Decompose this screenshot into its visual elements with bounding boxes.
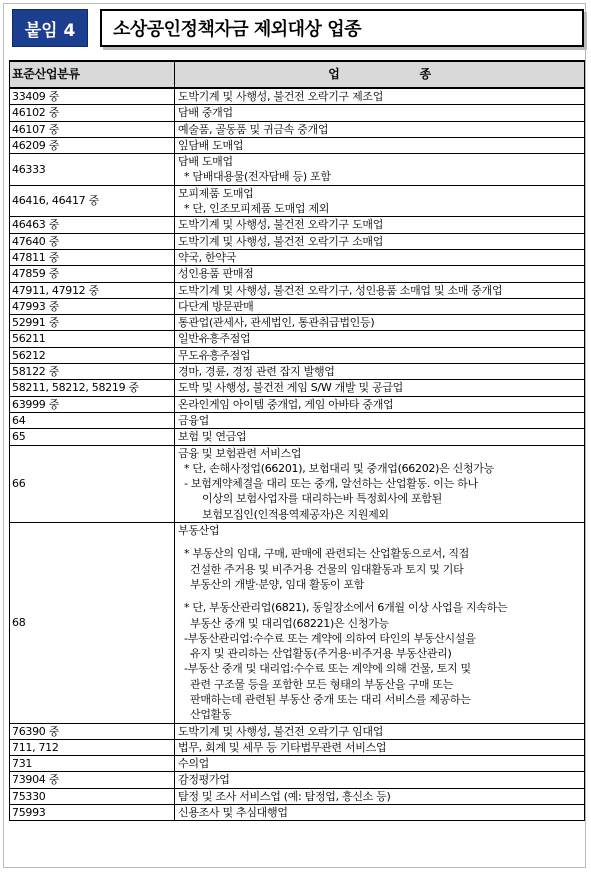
industry-description-cell bbox=[175, 756, 585, 772]
description-line: 일반유흥주점업 bbox=[178, 332, 251, 346]
description-line: 도박기계 및 사행성, 불건전 오락기구, 성인용품 소매업 및 소매 중개업 bbox=[178, 283, 503, 297]
industry-description-cell bbox=[175, 445, 585, 522]
description-line: 부동산 중개 및 대리업(68221)은 신청가능 bbox=[190, 616, 389, 630]
industry-description-cell bbox=[175, 266, 585, 282]
table-row bbox=[10, 315, 585, 331]
industry-description-cell bbox=[175, 88, 585, 105]
table-row bbox=[10, 429, 585, 445]
table-row bbox=[10, 282, 585, 298]
industry-description-cell bbox=[175, 412, 585, 428]
industry-code-cell: 63999 중 bbox=[10, 396, 175, 412]
industry-description-cell bbox=[175, 137, 585, 153]
table-row bbox=[10, 523, 585, 724]
table-row bbox=[10, 154, 585, 186]
attachment-badge: 붙임 4 bbox=[12, 9, 88, 47]
table-row bbox=[10, 412, 585, 428]
table-row bbox=[10, 185, 585, 217]
industry-description-cell bbox=[175, 217, 585, 233]
table-row bbox=[10, 380, 585, 396]
description-line: 온라인게임 아이템 중개업, 게임 아바타 중개업 bbox=[178, 397, 394, 411]
excluded-industries-table bbox=[9, 60, 585, 821]
industry-code-cell: 73904 중 bbox=[10, 772, 175, 788]
description-line: 부동산업 bbox=[178, 524, 220, 538]
industry-code-cell: 65 bbox=[10, 429, 175, 445]
industry-description-cell bbox=[175, 380, 585, 396]
industry-code-cell: 64 bbox=[10, 412, 175, 428]
industry-code-cell: 46102 중 bbox=[10, 105, 175, 121]
industry-description-cell bbox=[175, 282, 585, 298]
description-line: 산업활동 bbox=[190, 708, 232, 722]
description-line: 담배 도매업 bbox=[178, 155, 233, 169]
description-line: 유지 및 관리하는 산업활동(주거용·비주거용 부동산관리) bbox=[190, 647, 452, 661]
column-header-code: 표준산업분류 bbox=[10, 61, 175, 88]
description-line: 경마, 경륜, 경정 관련 잡지 발행업 bbox=[178, 365, 335, 379]
description-line: -부동산 중개 및 대리업:수수료 또는 계약에 의해 건물, 토지 및 bbox=[184, 662, 471, 676]
industry-code-cell: 66 bbox=[10, 445, 175, 522]
column-header-industry: 업 종 bbox=[175, 61, 585, 88]
line-gap bbox=[178, 592, 581, 600]
industry-code-cell: 46107 중 bbox=[10, 121, 175, 137]
table-row bbox=[10, 105, 585, 121]
table-row bbox=[10, 121, 585, 137]
table-row bbox=[10, 137, 585, 153]
industry-description-cell bbox=[175, 331, 585, 347]
industry-description-cell bbox=[175, 723, 585, 739]
table-row bbox=[10, 445, 585, 522]
description-line: 보험모집인(인적용역제공자)은 지원제외 bbox=[202, 507, 389, 521]
industry-description-cell bbox=[175, 249, 585, 265]
industry-description-cell bbox=[175, 233, 585, 249]
industry-code-cell: 76390 중 bbox=[10, 723, 175, 739]
industry-description-cell bbox=[175, 429, 585, 445]
description-line: -부동산관리업:수수료 또는 계약에 의하여 타인의 부동산시설을 bbox=[184, 631, 476, 645]
table-row bbox=[10, 347, 585, 363]
description-line: 도박기계 및 사행성, 불건전 오락기구 도매업 bbox=[178, 218, 384, 232]
description-line: 금융업 bbox=[178, 413, 209, 427]
industry-description-cell bbox=[175, 805, 585, 821]
description-line: 도박 및 사행성, 불건전 게임 S/W 개발 및 공급업 bbox=[178, 381, 403, 395]
table-row bbox=[10, 217, 585, 233]
description-line: 예술품, 골동품 및 귀금속 중개업 bbox=[178, 122, 329, 136]
description-line: * 단, 인조모피제품 도매업 제외 bbox=[184, 202, 330, 216]
description-line: 다단계 방문판매 bbox=[178, 299, 254, 313]
industry-code-cell: 47811 중 bbox=[10, 249, 175, 265]
industry-code-cell: 33409 중 bbox=[10, 88, 175, 105]
description-line: 도박기계 및 사행성, 불건전 오락기구 소매업 bbox=[178, 234, 384, 248]
table-row bbox=[10, 396, 585, 412]
table-row bbox=[10, 298, 585, 314]
industry-code-cell: 711, 712 bbox=[10, 739, 175, 755]
industry-code-cell: 47911, 47912 중 bbox=[10, 282, 175, 298]
description-line: 이상의 보험사업자를 대리하는바 특정회사에 포함된 bbox=[202, 492, 442, 506]
industry-code-cell: 46333 bbox=[10, 154, 175, 186]
industry-code-cell: 56211 bbox=[10, 331, 175, 347]
industry-description-cell bbox=[175, 523, 585, 724]
description-line: 담배 중개업 bbox=[178, 106, 233, 120]
industry-code-cell: 731 bbox=[10, 756, 175, 772]
industry-code-cell: 46209 중 bbox=[10, 137, 175, 153]
industry-code-cell: 68 bbox=[10, 523, 175, 724]
industry-code-cell: 47859 중 bbox=[10, 266, 175, 282]
description-line: 모피제품 도매업 bbox=[178, 186, 254, 200]
industry-code-cell: 58211, 58212, 58219 중 bbox=[10, 380, 175, 396]
industry-description-cell bbox=[175, 772, 585, 788]
description-line: 금융 및 보험관련 서비스업 bbox=[178, 446, 302, 460]
description-line: 도박기계 및 사행성, 불건전 오락기구 제조업 bbox=[178, 90, 384, 103]
industry-description-cell bbox=[175, 347, 585, 363]
industry-code-cell: 75330 bbox=[10, 788, 175, 804]
table-row bbox=[10, 756, 585, 772]
table-row bbox=[10, 364, 585, 380]
industry-description-cell bbox=[175, 364, 585, 380]
industry-code-cell: 46416, 46417 중 bbox=[10, 185, 175, 217]
table-row bbox=[10, 233, 585, 249]
description-line: 부동산의 개발·분양, 임대 활동이 포함 bbox=[190, 577, 365, 591]
description-line: 관련 구조물 등을 포함한 모든 형태의 부동산을 구매 또는 bbox=[190, 677, 454, 691]
industry-code-cell: 75993 bbox=[10, 805, 175, 821]
table-row bbox=[10, 805, 585, 821]
industry-description-cell bbox=[175, 121, 585, 137]
table-row bbox=[10, 88, 585, 105]
industry-description-cell bbox=[175, 154, 585, 186]
description-line: 탐정 및 조사 서비스업 (예: 탐정업, 흥신소 등) bbox=[178, 789, 391, 803]
industry-description-cell bbox=[175, 396, 585, 412]
industry-code-cell: 56212 bbox=[10, 347, 175, 363]
description-line: 성인용품 판매점 bbox=[178, 267, 254, 281]
table-header-row bbox=[10, 61, 585, 88]
description-line: 판매하는데 관련된 부동산 중개 또는 대리 서비스를 제공하는 bbox=[190, 692, 471, 706]
description-line: 도박기계 및 사행성, 불건전 오락기구 임대업 bbox=[178, 724, 384, 738]
description-line: 통관업(관세사, 관세법인, 통관취급법인등) bbox=[178, 316, 375, 330]
description-line: 보험 및 연금업 bbox=[178, 430, 247, 444]
table-body bbox=[10, 88, 585, 821]
description-line: 수의업 bbox=[178, 757, 209, 771]
description-line: * 담배대용물(전자담배 등) 포함 bbox=[184, 170, 331, 184]
table-row bbox=[10, 772, 585, 788]
table-row bbox=[10, 723, 585, 739]
description-line: 법무, 회계 및 세무 등 기타법무관련 서비스업 bbox=[178, 740, 387, 754]
description-line: * 단, 부동산관리업(6821), 동일장소에서 6개월 이상 사업을 지속하는 bbox=[184, 601, 508, 615]
document-header bbox=[12, 9, 584, 47]
industry-code-cell: 46463 중 bbox=[10, 217, 175, 233]
description-line: 잎담배 도매업 bbox=[178, 138, 244, 152]
industry-description-cell bbox=[175, 185, 585, 217]
industry-description-cell bbox=[175, 739, 585, 755]
industry-code-cell: 52991 중 bbox=[10, 315, 175, 331]
description-line: 감정평가업 bbox=[178, 773, 230, 787]
line-gap bbox=[178, 538, 581, 546]
industry-description-cell bbox=[175, 315, 585, 331]
industry-code-cell: 47640 중 bbox=[10, 233, 175, 249]
description-line: * 단, 손해사정업(66201), 보험대리 및 중개업(66202)은 신청가능 bbox=[184, 461, 494, 475]
table-row bbox=[10, 788, 585, 804]
table-row bbox=[10, 331, 585, 347]
industry-description-cell bbox=[175, 788, 585, 804]
industry-description-cell bbox=[175, 298, 585, 314]
page-title: 소상공인정책자금 제외대상 업종 bbox=[100, 9, 584, 47]
description-line: 신용조사 및 추심대행업 bbox=[178, 806, 288, 820]
description-line: 건설한 주거용 및 비주거용 건물의 임대활동과 토지 및 기타 bbox=[190, 562, 464, 576]
table-row bbox=[10, 266, 585, 282]
description-line: * 부동산의 임대, 구매, 판매에 관련되는 산업활동으로서, 직접 bbox=[184, 547, 469, 561]
industry-code-cell: 47993 중 bbox=[10, 298, 175, 314]
description-line: 무도유흥주점업 bbox=[178, 348, 251, 362]
table-row bbox=[10, 739, 585, 755]
description-line: - 보험계약체결을 대리 또는 중개, 알선하는 산업활동. 이는 하나 bbox=[184, 477, 478, 491]
industry-code-cell: 58122 중 bbox=[10, 364, 175, 380]
industry-description-cell bbox=[175, 105, 585, 121]
description-line: 약국, 한약국 bbox=[178, 250, 237, 264]
table-row bbox=[10, 249, 585, 265]
